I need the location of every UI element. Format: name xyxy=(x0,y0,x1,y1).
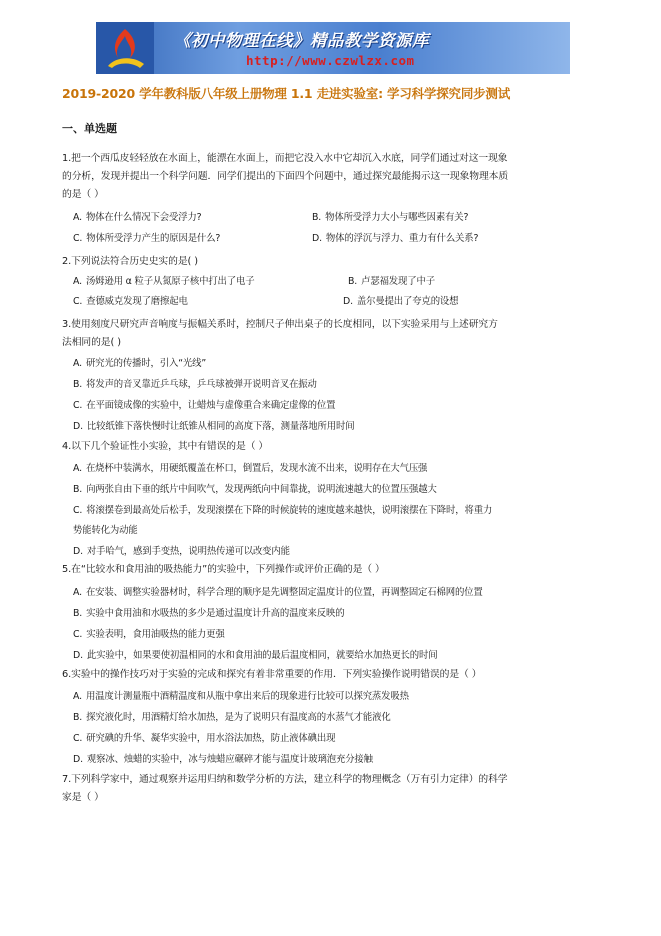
option-letter: D. xyxy=(312,233,322,244)
answer-option[interactable] xyxy=(73,418,354,432)
question-text-line: 的是（ ） xyxy=(62,189,104,200)
option-letter: B. xyxy=(73,379,83,390)
answer-option[interactable] xyxy=(343,293,458,307)
option-text: 在平面镜成像的实验中，让蜡烛与虚像重合来确定虚像的位置 xyxy=(86,400,336,411)
option-text: 用温度计测量瓶中酒精温度和从瓶中拿出来后的现象进行比较可以探究蒸发吸热 xyxy=(85,691,409,702)
answer-option[interactable] xyxy=(73,543,290,557)
option-text: 在安装、调整实验器材时，科学合理的顺序是先调整固定温度计的位置，再调整固定石棉网的位置 xyxy=(85,587,483,598)
section-heading: 一、单选题 xyxy=(62,122,117,135)
question-text-line: 5.在“比较水和食用油的吸热能力”的实验中，下列操作或评价正确的是（ ） xyxy=(62,564,385,575)
document-title: 2019-2020 学年教科版八年级上册物理 1.1 走进实验室: 学习科学探究同步测试 xyxy=(62,86,511,101)
option-text: 卢瑟福发现了中子 xyxy=(361,276,435,287)
option-text: 实验中食用油和水吸热的多少是通过温度计升高的温度来反映的 xyxy=(86,608,345,619)
question-text-line: 的分析，发现并提出一个科学问题．同学们提出的下面四个问题中，通过探究最能揭示这一现象物理本质 xyxy=(62,171,509,182)
question-text-line: 家是（ ） xyxy=(62,792,104,803)
answer-option[interactable] xyxy=(73,502,492,516)
option-letter: B. xyxy=(73,712,83,723)
option-letter: C. xyxy=(73,733,83,744)
option-text: 将发声的音叉靠近乒乓球，乒乓球被弹开说明音叉在振动 xyxy=(86,379,317,390)
option-letter: C. xyxy=(73,233,83,244)
answer-option[interactable] xyxy=(348,273,435,287)
answer-option[interactable] xyxy=(73,230,220,244)
answer-option[interactable] xyxy=(73,376,317,390)
answer-option[interactable] xyxy=(73,751,373,765)
option-text: 向两张自由下垂的纸片中间吹气，发现两纸向中间靠拢，说明流速越大的位置压强越大 xyxy=(86,484,437,495)
option-letter: B. xyxy=(73,608,83,619)
option-text: 将滚摆卷到最高处后松手，发现滚摆在下降的时候旋转的速度越来越快，说明滚摆在下降时，将重力 xyxy=(86,505,493,516)
option-letter: D. xyxy=(73,650,83,661)
answer-option[interactable] xyxy=(73,584,483,598)
question-text-line: 法相同的是( ) xyxy=(62,337,121,348)
banner-title: 《初中物理在线》精品教学资源库 xyxy=(174,31,429,50)
option-letter: A. xyxy=(73,691,82,702)
question-text-line: 4.以下几个验证性小实验，其中有错误的是（ ） xyxy=(62,441,269,452)
option-letter: D. xyxy=(73,754,83,765)
question-text-line: 3.使用刻度尺研究声音响度与振幅关系时，控制尺子伸出桌子的长度相同，以下实验采用与上述研究方 xyxy=(62,319,498,330)
option-letter: D. xyxy=(73,546,83,557)
header-banner xyxy=(96,22,570,74)
option-text: 研究碘的升华、凝华实验中，用水浴法加热，防止液体碘出现 xyxy=(86,733,336,744)
answer-option[interactable] xyxy=(73,522,138,536)
option-text: 物体的浮沉与浮力、重力有什么关系? xyxy=(325,233,479,244)
answer-option[interactable] xyxy=(73,209,201,223)
option-letter: A. xyxy=(73,463,82,474)
question-text-line: 7.下列科学家中，通过观察并运用归纳和数学分析的方法，建立科学的物理概念（万有引力定律）的科学 xyxy=(62,774,508,785)
option-text: 汤姆逊用 α 粒子从氮原子核中打出了电子 xyxy=(85,276,255,287)
option-text: 盖尔曼提出了夸克的设想 xyxy=(356,296,459,307)
answer-option[interactable] xyxy=(73,481,437,495)
answer-option[interactable] xyxy=(73,605,344,619)
question-text-line: 1.把一个西瓜皮轻轻放在水面上，能漂在水面上，而把它没入水中它却沉入水底，同学们通过对这一现象 xyxy=(62,153,508,164)
option-letter: A. xyxy=(73,276,82,287)
answer-option[interactable] xyxy=(73,397,335,411)
option-letter: D. xyxy=(73,421,83,432)
option-text: 物体所受浮力大小与哪些因素有关? xyxy=(325,212,469,223)
flame-logo-icon xyxy=(100,26,150,70)
answer-option[interactable] xyxy=(73,460,427,474)
answer-option[interactable] xyxy=(73,273,254,287)
option-text: 查德威克发现了磨擦起电 xyxy=(86,296,188,307)
option-letter: C. xyxy=(73,400,83,411)
option-letter: A. xyxy=(73,212,82,223)
question-text-line: 2.下列说法符合历史史实的是( ) xyxy=(62,256,198,267)
answer-option[interactable] xyxy=(312,209,468,223)
option-letter: A. xyxy=(73,587,82,598)
answer-option[interactable] xyxy=(312,230,478,244)
option-text: 研究光的传播时，引入“光线” xyxy=(85,358,207,369)
option-letter: C. xyxy=(73,296,83,307)
banner-url[interactable]: http://www.czwlzx.com xyxy=(246,53,415,68)
answer-option[interactable] xyxy=(73,626,225,640)
answer-option[interactable] xyxy=(73,688,409,702)
option-text: 在烧杯中装满水，用硬纸覆盖在杯口，倒置后，发现水流不出来，说明存在大气压强 xyxy=(85,463,428,474)
option-letter: B. xyxy=(312,212,322,223)
option-text: 势能转化为动能 xyxy=(73,525,138,536)
site-logo xyxy=(96,22,154,74)
question-text-line: 6.实验中的操作技巧对于实验的完成和探究有着非常重要的作用．下列实验操作说明错误的是（ ） xyxy=(62,669,482,680)
answer-option[interactable] xyxy=(73,293,188,307)
option-text: 探究液化时，用酒精灯给水加热，是为了说明只有温度高的水蒸气才能液化 xyxy=(86,712,391,723)
option-letter: B. xyxy=(348,276,358,287)
answer-option[interactable] xyxy=(73,709,391,723)
option-letter: D. xyxy=(343,296,353,307)
option-text: 物体在什么情况下会受浮力? xyxy=(85,212,202,223)
option-letter: C. xyxy=(73,505,83,516)
option-text: 比较纸锥下落快慢时让纸锥从相同的高度下落，测量落地所用时间 xyxy=(86,421,355,432)
answer-option[interactable] xyxy=(73,730,335,744)
option-letter: B. xyxy=(73,484,83,495)
option-text: 实验表明，食用油吸热的能力更强 xyxy=(86,629,225,640)
option-text: 物体所受浮力产生的原因是什么? xyxy=(86,233,221,244)
option-text: 观察冰、烛蜡的实验中，冰与烛蜡应碾碎才能与温度计玻璃泡充分接触 xyxy=(86,754,373,765)
option-text: 此实验中，如果要使初温相同的水和食用油的最后温度相同，就要给水加热更长的时间 xyxy=(86,650,438,661)
option-letter: C. xyxy=(73,629,83,640)
option-text: 对手哈气，感到手变热，说明热传递可以改变内能 xyxy=(86,546,290,557)
answer-option[interactable] xyxy=(73,647,437,661)
option-letter: A. xyxy=(73,358,82,369)
answer-option[interactable] xyxy=(73,355,206,369)
